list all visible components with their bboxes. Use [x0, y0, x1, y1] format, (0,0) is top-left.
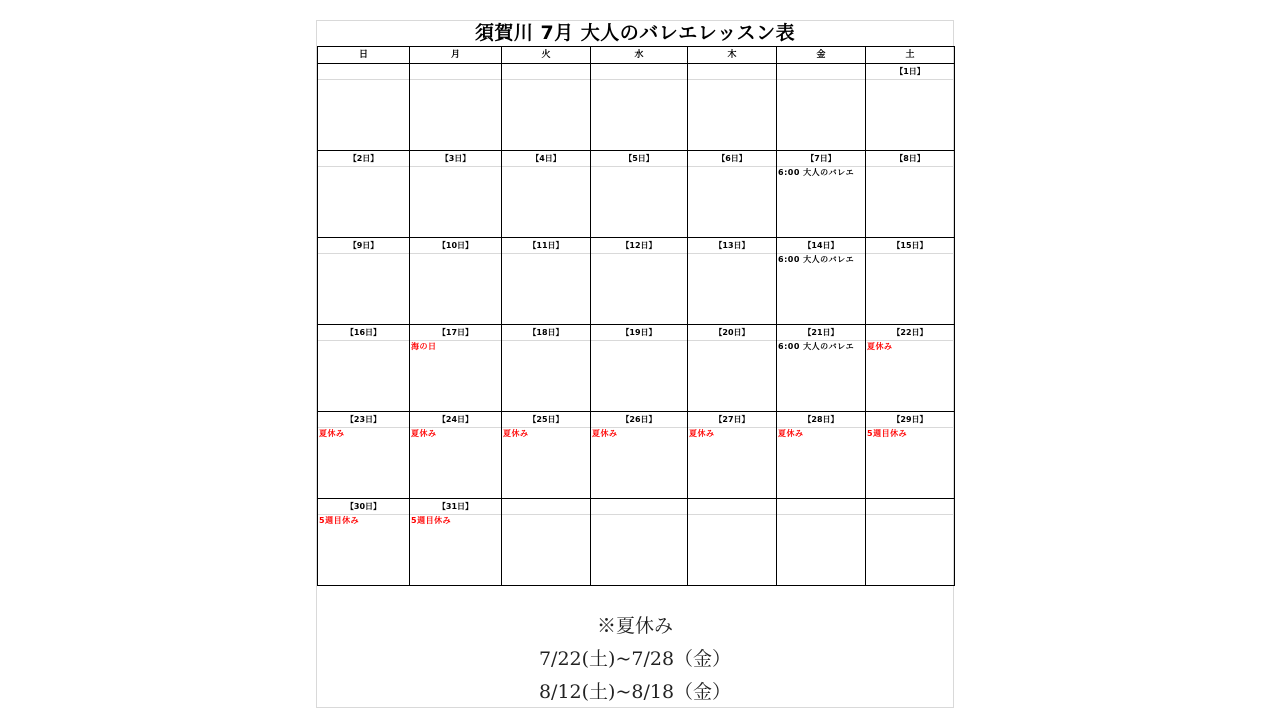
- day-number: 【10日】: [410, 238, 501, 254]
- day-number: 【27日】: [688, 412, 776, 428]
- day-cell: [410, 151, 502, 238]
- day-cell: [866, 64, 955, 151]
- day-number: [502, 64, 590, 80]
- footer-line: 7/22(土)~7/28（金）: [538, 648, 732, 670]
- day-cell: [777, 325, 866, 412]
- day-number: 【19日】: [591, 325, 687, 341]
- day-cell: [688, 151, 777, 238]
- day-cell: [502, 238, 591, 325]
- day-number: 【6日】: [688, 151, 776, 167]
- day-cell: [777, 151, 866, 238]
- day-cell: [410, 499, 502, 586]
- day-cell: [318, 412, 410, 499]
- day-cell: [502, 325, 591, 412]
- day-cell: [777, 238, 866, 325]
- week-row: [318, 499, 955, 586]
- day-note: 夏休み: [592, 429, 618, 438]
- day-note: 6:00 大人のバレエ: [778, 168, 855, 177]
- calendar-body: [318, 64, 955, 586]
- day-number: 【13日】: [688, 238, 776, 254]
- day-number: 【2日】: [318, 151, 409, 167]
- day-cell: [318, 64, 410, 151]
- day-number: 【14日】: [777, 238, 865, 254]
- day-cell: [866, 412, 955, 499]
- day-number: 【23日】: [318, 412, 409, 428]
- day-number: 【18日】: [502, 325, 590, 341]
- day-number: 【28日】: [777, 412, 865, 428]
- day-number: [777, 64, 865, 80]
- weekday-header: 月: [410, 47, 502, 64]
- day-number: [410, 64, 501, 80]
- day-cell: [318, 325, 410, 412]
- day-cell: [410, 325, 502, 412]
- day-cell: [410, 64, 502, 151]
- day-cell: [688, 64, 777, 151]
- day-cell: [866, 325, 955, 412]
- day-number: 【26日】: [591, 412, 687, 428]
- day-note: 6:00 大人のバレエ: [778, 255, 855, 264]
- day-number: 【8日】: [866, 151, 954, 167]
- day-cell: [410, 238, 502, 325]
- calendar-sheet: [316, 20, 954, 708]
- weekday-header: 水: [591, 47, 688, 64]
- day-number: 【30日】: [318, 499, 409, 515]
- day-cell: [688, 325, 777, 412]
- day-number: [866, 499, 954, 515]
- day-number: [318, 64, 409, 80]
- day-cell: [318, 499, 410, 586]
- weekday-header: 土: [866, 47, 955, 64]
- day-cell: [591, 64, 688, 151]
- day-note: 夏休み: [778, 429, 804, 438]
- day-note: 5週目休み: [411, 516, 452, 525]
- day-note: 5週目休み: [867, 429, 908, 438]
- day-number: 【7日】: [777, 151, 865, 167]
- day-cell: [318, 238, 410, 325]
- day-number: [688, 499, 776, 515]
- day-cell: [777, 412, 866, 499]
- weekday-header: 金: [777, 47, 866, 64]
- day-cell: [591, 325, 688, 412]
- day-cell: [688, 499, 777, 586]
- footer-line: 8/12(土)~8/18（金）: [538, 681, 732, 703]
- day-cell: [866, 151, 955, 238]
- weekday-header: 火: [502, 47, 591, 64]
- day-cell: [688, 412, 777, 499]
- day-number: 【21日】: [777, 325, 865, 341]
- week-row: [318, 151, 955, 238]
- day-number: 【3日】: [410, 151, 501, 167]
- day-note: 夏休み: [867, 342, 893, 351]
- week-row: [318, 64, 955, 151]
- day-number: 【17日】: [410, 325, 501, 341]
- day-cell: [591, 151, 688, 238]
- day-cell: [502, 64, 591, 151]
- day-cell: [318, 151, 410, 238]
- weekday-header: 木: [688, 47, 777, 64]
- day-number: 【31日】: [410, 499, 501, 515]
- day-number: [591, 499, 687, 515]
- footer-heading: ※夏休み: [596, 615, 673, 637]
- day-number: 【4日】: [502, 151, 590, 167]
- day-cell: [866, 238, 955, 325]
- day-note: 6:00 大人のバレエ: [778, 342, 855, 351]
- week-row: [318, 412, 955, 499]
- weekday-header-row: [318, 47, 955, 64]
- day-cell: [502, 412, 591, 499]
- day-number: 【29日】: [866, 412, 954, 428]
- day-number: 【12日】: [591, 238, 687, 254]
- day-number: [688, 64, 776, 80]
- day-cell: [591, 499, 688, 586]
- day-cell: [866, 499, 955, 586]
- page-title: 須賀川 7月 大人のバレエレッスン表: [474, 22, 796, 44]
- day-cell: [591, 238, 688, 325]
- day-number: 【25日】: [502, 412, 590, 428]
- day-number: [502, 499, 590, 515]
- day-number: 【22日】: [866, 325, 954, 341]
- day-number: 【16日】: [318, 325, 409, 341]
- day-number: 【20日】: [688, 325, 776, 341]
- day-number: 【5日】: [591, 151, 687, 167]
- day-cell: [410, 412, 502, 499]
- day-number: 【11日】: [502, 238, 590, 254]
- day-number: [591, 64, 687, 80]
- day-note: 海の日: [411, 342, 437, 351]
- day-note: 夏休み: [319, 429, 345, 438]
- day-cell: [777, 499, 866, 586]
- week-row: [318, 238, 955, 325]
- summer-break-note: [317, 610, 953, 709]
- day-note: 夏休み: [503, 429, 529, 438]
- weekday-header: 日: [318, 47, 410, 64]
- day-number: 【9日】: [318, 238, 409, 254]
- calendar-table: [317, 46, 955, 586]
- day-note: 夏休み: [689, 429, 715, 438]
- day-note: 夏休み: [411, 429, 437, 438]
- day-note: 5週目休み: [319, 516, 360, 525]
- day-cell: [502, 151, 591, 238]
- day-cell: [688, 238, 777, 325]
- day-number: 【1日】: [866, 64, 954, 80]
- day-cell: [591, 412, 688, 499]
- day-cell: [777, 64, 866, 151]
- day-number: 【15日】: [866, 238, 954, 254]
- day-number: [777, 499, 865, 515]
- week-row: [318, 325, 955, 412]
- day-number: 【24日】: [410, 412, 501, 428]
- day-cell: [502, 499, 591, 586]
